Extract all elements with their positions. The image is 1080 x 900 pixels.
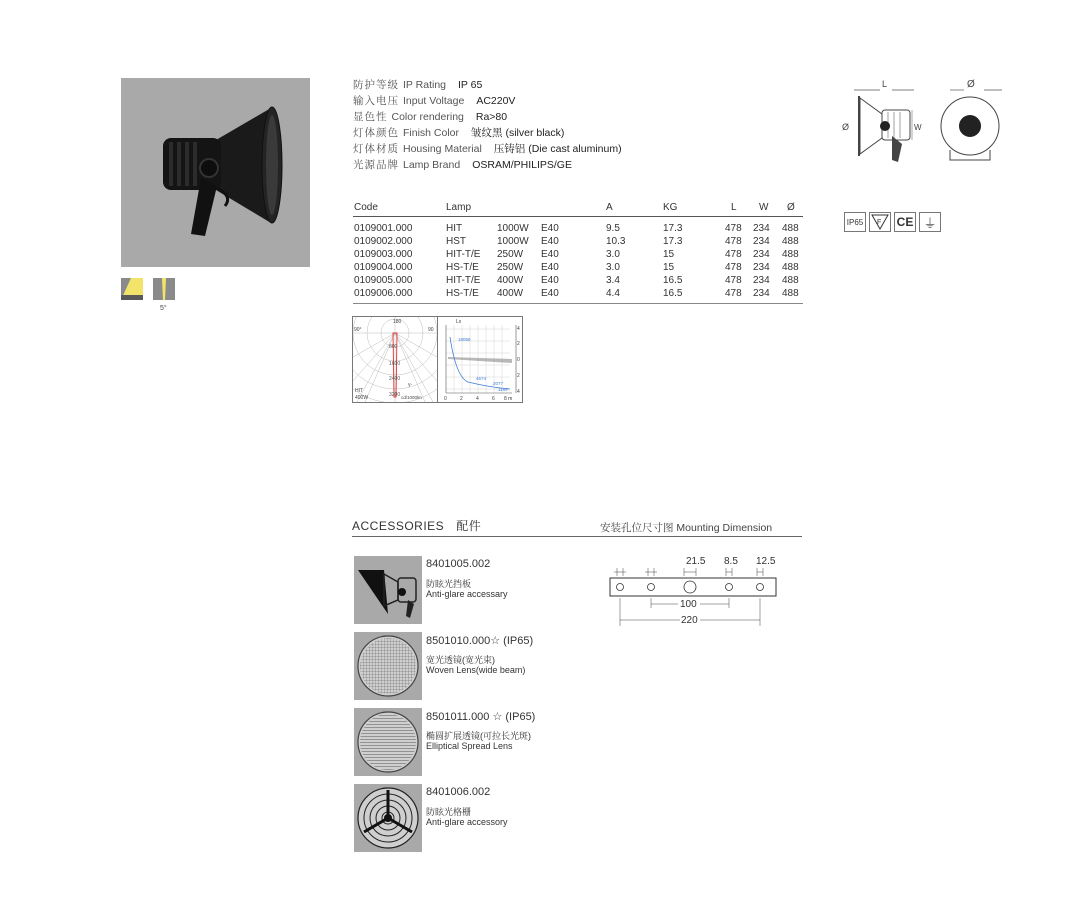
- accessory-name-en: Anti-glare accessory: [426, 817, 508, 827]
- spec-value: Ra>80: [475, 111, 508, 123]
- spec-en: Finish Color: [403, 127, 460, 139]
- spec-cn: 显色性: [353, 111, 388, 123]
- beam-narrow-icon: [153, 278, 175, 300]
- cell-lamp: HIT: [446, 223, 463, 234]
- accessory-name-cn: 防眩光格栅: [426, 807, 472, 817]
- cell-base: E40: [541, 262, 559, 273]
- lux-y-tick: 4: [517, 389, 520, 395]
- polar-angle-top: 180: [393, 319, 402, 325]
- spec-row: [353, 93, 622, 109]
- cell-a: 10.3: [606, 236, 626, 247]
- lux-y-tick: 4: [517, 326, 520, 332]
- accessory-name-en: Elliptical Spread Lens: [426, 741, 513, 751]
- mount-dim: 12.5: [756, 556, 776, 567]
- cell-l: 478: [725, 249, 742, 260]
- header-a: A: [606, 202, 613, 213]
- spec-row: [353, 157, 622, 173]
- cell-w: 234: [753, 262, 770, 273]
- ip65-mark-icon: IP65: [844, 212, 866, 232]
- spec-value: AC220V: [476, 95, 516, 107]
- lux-value: 1169: [498, 387, 508, 392]
- cell-lamp: HS-T/E: [446, 288, 479, 299]
- spec-value: 皱纹黑 (silver black): [471, 127, 565, 139]
- table-row: [353, 286, 803, 299]
- cell-a: 4.4: [606, 288, 620, 299]
- lux-x-tick: 6: [492, 396, 495, 402]
- lux-y-tick: 2: [517, 373, 520, 379]
- mounting-dimension-drawing: [600, 550, 800, 630]
- spec-en: Housing Material: [403, 143, 482, 155]
- cell-base: E40: [541, 249, 559, 260]
- polar-unit-label: cd/1000lm: [401, 395, 422, 400]
- mount-dim: 21.5: [686, 556, 706, 567]
- polar-angle-right: 90: [428, 327, 434, 333]
- spec-row: [353, 77, 622, 93]
- polar-value: 800: [389, 344, 398, 350]
- cell-kg: 16.5: [663, 288, 683, 299]
- accessory-code: 8401005.002: [426, 558, 491, 570]
- spec-row: [353, 125, 622, 141]
- polar-distribution-chart: [352, 316, 438, 403]
- cell-dia: 488: [782, 236, 799, 247]
- lux-x-tick: 8 m: [504, 396, 513, 402]
- polar-watt-label: 400W: [355, 395, 369, 401]
- cell-w: 234: [753, 223, 770, 234]
- cell-w: 234: [753, 236, 770, 247]
- spec-row: [353, 141, 622, 157]
- table-row: [353, 260, 803, 273]
- spec-en: Lamp Brand: [403, 159, 461, 171]
- spec-en: IP Rating: [403, 79, 446, 91]
- mounting-title: 安装孔位尺寸图 Mounting Dimension: [600, 522, 773, 534]
- ground-mark-icon: ⏚: [919, 212, 941, 232]
- spec-value: OSRAM/PHILIPS/GE: [472, 159, 572, 171]
- cell-dia: 488: [782, 223, 799, 234]
- dim-dia-side-label: Ø: [842, 122, 850, 132]
- accessory-item: [354, 632, 774, 700]
- lux-y-tick: 2: [517, 341, 520, 347]
- cell-kg: 17.3: [663, 223, 683, 234]
- cell-watt: 400W: [497, 288, 524, 299]
- cell-w: 234: [753, 275, 770, 286]
- cell-a: 3.4: [606, 275, 620, 286]
- ce-mark-icon: CE: [894, 212, 916, 232]
- spec-row: [353, 109, 622, 125]
- cell-watt: 250W: [497, 262, 524, 273]
- beam-angle-label: 5°: [160, 305, 167, 312]
- cell-kg: 15: [663, 262, 675, 273]
- spec-cn: 输入电压: [353, 95, 399, 107]
- dim-l-label: L: [882, 79, 888, 89]
- illuminance-chart: [437, 316, 523, 403]
- cell-base: E40: [541, 223, 559, 234]
- table-row: [353, 221, 803, 234]
- cell-dia: 488: [782, 275, 799, 286]
- cell-code: 0109001.000: [354, 223, 413, 234]
- polar-lamp-label: HIT: [355, 388, 364, 394]
- cell-a: 3.0: [606, 262, 620, 273]
- accessory-name-cn: 防眩光挡板: [426, 579, 472, 589]
- product-table: [353, 200, 803, 304]
- cell-base: E40: [541, 275, 559, 286]
- lux-value: 4674: [476, 376, 487, 381]
- mount-dim: 220: [681, 615, 698, 626]
- spec-cn: 灯体材质: [353, 143, 399, 155]
- woven-lens-image: [354, 632, 422, 700]
- lux-value: 18058: [458, 337, 471, 342]
- accessory-name-en: Anti-glare accessary: [426, 589, 508, 599]
- beam-spread-icon: [121, 278, 143, 300]
- cell-dia: 488: [782, 288, 799, 299]
- accessory-name-cn: 宽光透镜(宽光束): [426, 655, 495, 665]
- spec-value: 压铸铝 (Die cast aluminum): [493, 143, 622, 155]
- accessory-item: [354, 784, 774, 852]
- dim-dia-front-label: Ø: [967, 79, 975, 90]
- cell-dia: 488: [782, 262, 799, 273]
- cell-lamp: HIT-T/E: [446, 275, 481, 286]
- cell-watt: 1000W: [497, 236, 529, 247]
- product-photo: [121, 78, 310, 267]
- accessories-title-cn: 配件: [456, 519, 482, 533]
- lux-x-tick: 2: [460, 396, 463, 402]
- lux-unit-label: Lx: [456, 319, 462, 325]
- cell-watt: 400W: [497, 275, 524, 286]
- polar-value: 1600: [389, 361, 401, 367]
- spec-cn: 灯体颜色: [353, 127, 399, 139]
- cell-w: 234: [753, 249, 770, 260]
- cell-base: E40: [541, 236, 559, 247]
- cell-l: 478: [725, 236, 742, 247]
- spec-en: Input Voltage: [403, 95, 465, 107]
- accessory-code: 8401006.002: [426, 786, 491, 798]
- header-kg: KG: [663, 202, 678, 213]
- dimension-drawing: [840, 76, 1005, 166]
- cell-a: 9.5: [606, 223, 620, 234]
- certification-marks: [844, 212, 941, 232]
- lux-x-tick: 0: [444, 396, 447, 402]
- elliptical-lens-image: [354, 708, 422, 776]
- cell-kg: 15: [663, 249, 675, 260]
- accessory-name-cn: 椭圆扩展透镜(可拉长光斑): [426, 731, 531, 741]
- cell-lamp: HIT-T/E: [446, 249, 481, 260]
- accessories-title: [352, 517, 481, 534]
- polar-value: 2400: [389, 376, 401, 382]
- header-w: W: [759, 202, 769, 213]
- accessories-title-en: ACCESSORIES: [352, 519, 445, 533]
- cell-code: 0109005.000: [354, 275, 413, 286]
- f-mark-icon: [869, 212, 891, 232]
- table-body: [353, 217, 803, 304]
- cell-code: 0109003.000: [354, 249, 413, 260]
- cell-l: 478: [725, 223, 742, 234]
- polar-gamma-label: γ-: [408, 382, 413, 388]
- cell-kg: 17.3: [663, 236, 683, 247]
- accessory-code: 8501010.000☆ (IP65): [426, 635, 534, 647]
- polar-angle-left: 90°: [354, 327, 362, 333]
- anti-glare-grille-image: [354, 784, 422, 852]
- lux-x-tick: 4: [476, 396, 479, 402]
- cell-watt: 1000W: [497, 223, 529, 234]
- mount-dim: 8.5: [724, 556, 738, 567]
- accessory-code: 8501011.000 ☆ (IP65): [426, 711, 536, 723]
- polar-value: 3200: [389, 392, 401, 398]
- mount-dim: 100: [680, 599, 697, 610]
- cell-lamp: HST: [446, 236, 466, 247]
- table-row: [353, 273, 803, 286]
- cell-code: 0109002.000: [354, 236, 413, 247]
- cell-a: 3.0: [606, 249, 620, 260]
- cell-dia: 488: [782, 249, 799, 260]
- lux-y-tick: 0: [517, 357, 520, 363]
- spec-value: IP 65: [458, 79, 483, 91]
- table-row: [353, 234, 803, 247]
- accessory-name-en: Woven Lens(wide beam): [426, 665, 526, 675]
- cell-base: E40: [541, 288, 559, 299]
- cell-kg: 16.5: [663, 275, 683, 286]
- table-header: [353, 200, 803, 217]
- f-mark-text: F: [877, 219, 882, 226]
- cell-l: 478: [725, 288, 742, 299]
- spec-en: Color rendering: [391, 111, 464, 123]
- anti-glare-shield-image: [354, 556, 422, 624]
- dim-w-label: W: [914, 123, 922, 132]
- header-l: L: [731, 202, 737, 213]
- header-dia: Ø: [787, 202, 795, 213]
- cell-lamp: HS-T/E: [446, 262, 479, 273]
- cell-w: 234: [753, 288, 770, 299]
- cell-code: 0109004.000: [354, 262, 413, 273]
- header-lamp: Lamp: [446, 202, 472, 213]
- table-row: [353, 247, 803, 260]
- spec-cn: 防护等级: [353, 79, 399, 91]
- spec-cn: 光源品牌: [353, 159, 399, 171]
- accessory-item: [354, 708, 774, 776]
- spec-list: [353, 77, 622, 173]
- cell-l: 478: [725, 275, 742, 286]
- cell-watt: 250W: [497, 249, 524, 260]
- cell-l: 478: [725, 262, 742, 273]
- divider: [352, 536, 802, 537]
- cell-code: 0109006.000: [354, 288, 413, 299]
- lux-value: 2077: [493, 381, 504, 386]
- header-code: Code: [354, 202, 378, 213]
